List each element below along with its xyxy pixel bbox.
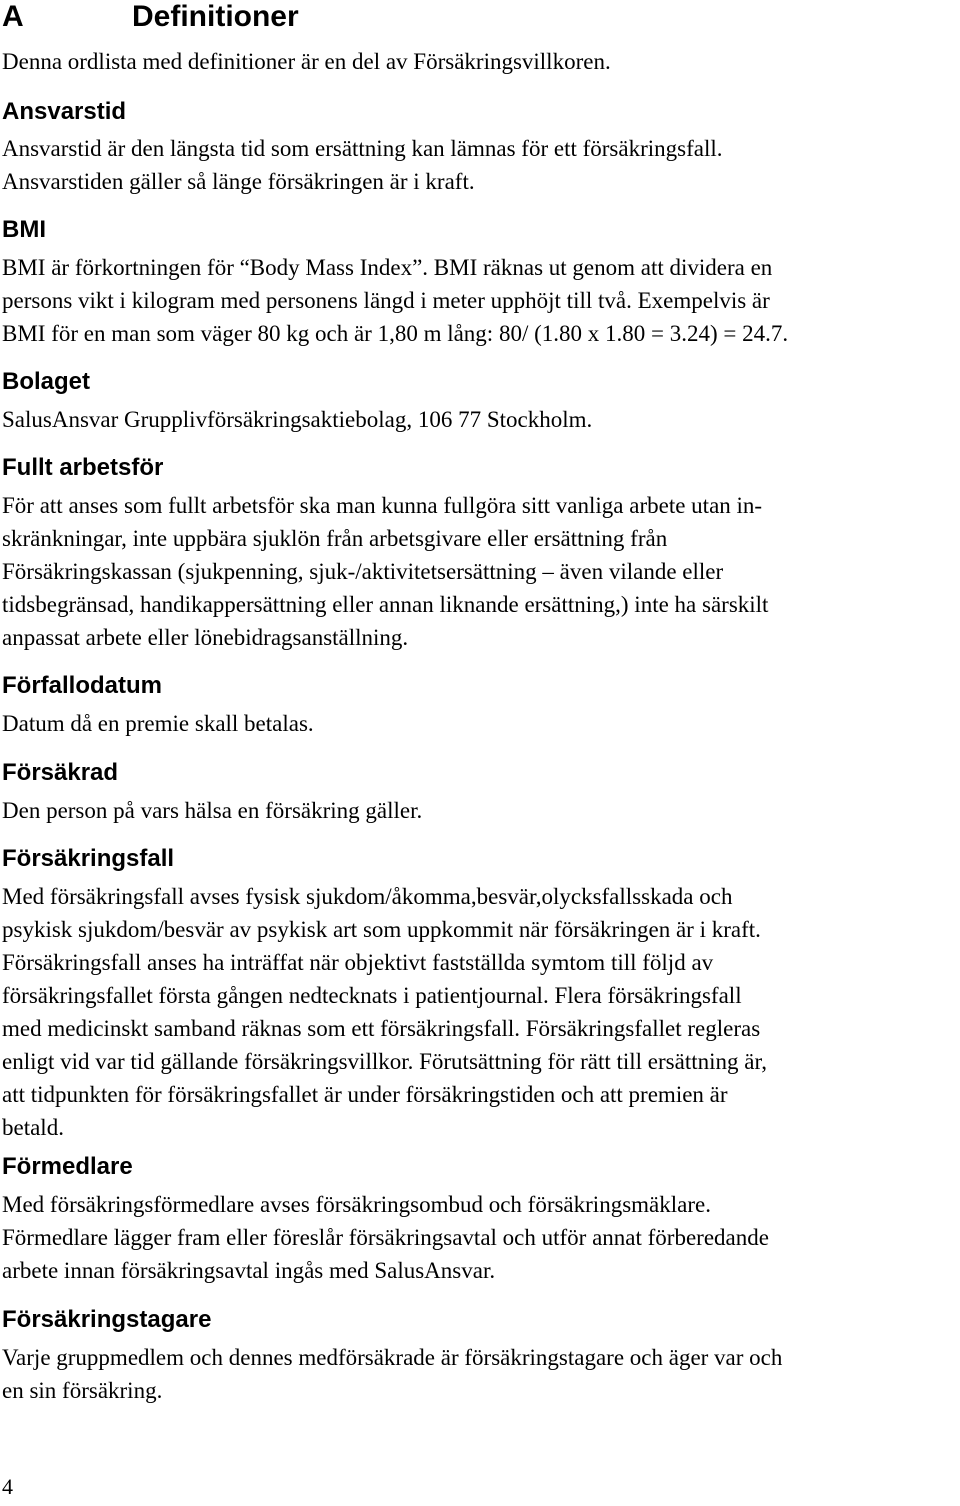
term-forsakringsfall: Försäkringsfall: [2, 845, 175, 872]
definition-line: tidsbegränsad, handikappersättning eller annan liknande ersättning,) inte ha särskilt: [2, 592, 769, 617]
definition-line: anpassat arbete eller lönebidragsanställning.: [2, 625, 409, 650]
definition-line: BMI för en man som väger 80 kg och är 1,80 m lång: 80/ (1.80 x 1.80 = 3.24) = 24.7.: [2, 321, 789, 346]
definition-bolaget: [2, 403, 952, 436]
definition-bmi: [2, 251, 952, 350]
definition-forsakringstagare: [2, 1341, 952, 1407]
definition-line: Varje gruppmedlem och dennes medförsäkrade är försäkringstagare och äger var och: [2, 1345, 783, 1370]
definition-line: Ansvarstiden gäller så länge försäkringen är i kraft.: [2, 169, 475, 194]
definition-line: att tidpunkten för försäkringsfallet är under försäkringstiden och att premien är: [2, 1082, 728, 1107]
definition-line: Försäkringsfall anses ha inträffat när objektivt fastställda symtom till följd av: [2, 950, 714, 975]
chapter-letter: A: [2, 0, 24, 33]
definition-line: en sin försäkring.: [2, 1378, 163, 1403]
definition-line: arbete innan försäkringsavtal ingås med SalusAnsvar.: [2, 1258, 496, 1283]
definition-line: enligt vid var tid gällande försäkringsvillkor. Förutsättning för rätt till ersättning är,: [2, 1049, 767, 1074]
term-ansvarstid: Ansvarstid: [2, 98, 127, 125]
term-forsakrad: Försäkrad: [2, 759, 119, 786]
definition-fullt-arbetsfor: [2, 489, 952, 654]
term-forsakringstagare: Försäkringstagare: [2, 1306, 212, 1333]
definition-line: För att anses som fullt arbetsför ska man kunna fullgöra sitt vanliga arbete utan in-: [2, 493, 763, 518]
intro-text: Denna ordlista med definitioner är en del av Försäkringsvillkoren.: [2, 49, 611, 74]
definition-line: BMI är förkortningen för “Body Mass Index”. BMI räknas ut genom att dividera en: [2, 255, 773, 280]
definition-forsakrad: [2, 794, 952, 827]
chapter-title: Definitioner: [132, 0, 299, 33]
definition-formedlare: [2, 1188, 952, 1287]
definition-line: Försäkringskassan (sjukpenning, sjuk-/aktivitetsersättning – även vilande eller: [2, 559, 724, 584]
term-bolaget: Bolaget: [2, 368, 91, 395]
term-bmi: BMI: [2, 216, 46, 243]
term-formedlare: Förmedlare: [2, 1153, 133, 1180]
definition-line: försäkringsfallet första gången nedtecknats i patientjournal. Flera försäkringsfall: [2, 983, 742, 1008]
definition-line: psykisk sjukdom/besvär av psykisk art som uppkommit när försäkringen är i kraft.: [2, 917, 761, 942]
definition-line: Datum då en premie skall betalas.: [2, 711, 314, 736]
definition-line: Med försäkringsförmedlare avses försäkringsombud och försäkringsmäklare.: [2, 1192, 711, 1217]
definition-line: Ansvarstid är den längsta tid som ersättning kan lämnas för ett försäkringsfall.: [2, 136, 723, 161]
definition-line: betald.: [2, 1115, 64, 1140]
definition-line: persons vikt i kilogram med personens längd i meter upphöjt till två. Exempelvis är: [2, 288, 770, 313]
definition-forsakringsfall: [2, 880, 952, 1144]
definition-line: skränkningar, inte uppbära sjuklön från arbetsgivare eller ersättning från: [2, 526, 668, 551]
definition-line: Den person på vars hälsa en försäkring gäller.: [2, 798, 423, 823]
page-number: 4: [2, 1474, 13, 1499]
definition-line: Förmedlare lägger fram eller föreslår försäkringsavtal och utför annat förberedande: [2, 1225, 769, 1250]
definition-line: Med försäkringsfall avses fysisk sjukdom/åkomma,besvär,olycksfallsskada och: [2, 884, 733, 909]
definition-line: med medicinskt samband räknas som ett försäkringsfall. Försäkringsfallet regleras: [2, 1016, 761, 1041]
definition-line: SalusAnsvar Grupplivförsäkringsaktiebolag, 106 77 Stockholm.: [2, 407, 593, 432]
definition-forfallodatum: [2, 707, 952, 740]
term-forfallodatum: Förfallodatum: [2, 672, 162, 699]
term-fullt-arbetsfor: Fullt arbetsför: [2, 454, 164, 481]
definition-ansvarstid: [2, 132, 952, 198]
chapter-heading: [2, 0, 299, 34]
